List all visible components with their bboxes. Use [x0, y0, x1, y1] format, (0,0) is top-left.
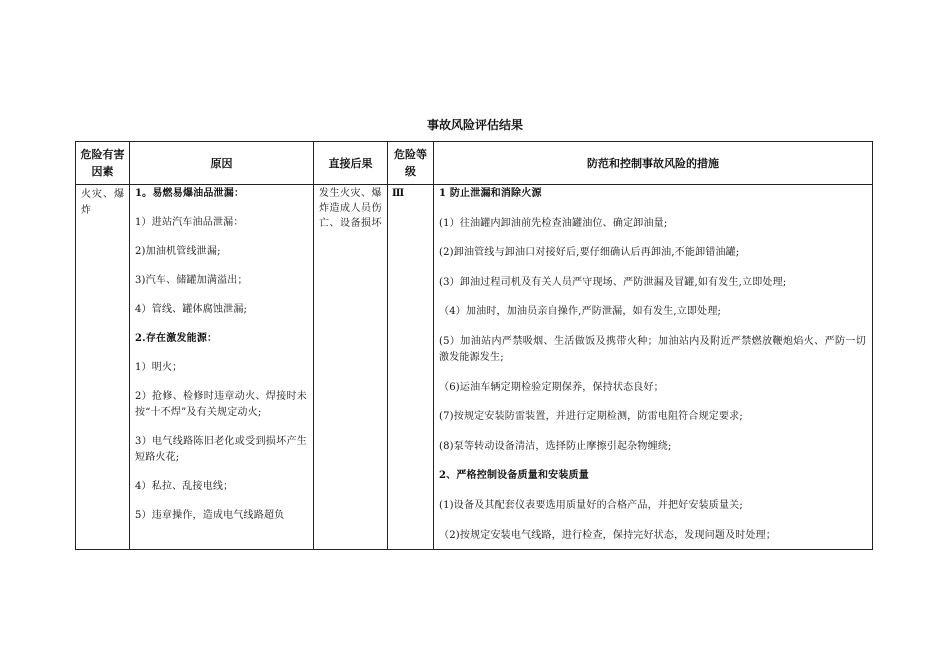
- cause-item: 3）电气线路陈旧老化或受到损坏产生短路火花;: [135, 436, 307, 463]
- cause-list: [130, 185, 313, 549]
- level-text: Ⅲ: [392, 188, 405, 199]
- consequence-text: 发生火灾、爆炸造成人员伤亡、设备损坏: [319, 188, 382, 229]
- cause-item: 4）管线、罐体腐蚀泄漏;: [135, 304, 248, 315]
- hazard-text: 火灾、爆炸: [81, 189, 125, 216]
- table-row: [76, 185, 873, 550]
- measure-item: (5）加油站内严禁吸烟、生活做饭及携带火种；加油站内及附近严禁燃放鞭炮焰火、严防一切激发能源发生;: [439, 335, 866, 363]
- risk-assessment-table: [75, 141, 873, 550]
- measures-cell: [434, 185, 873, 550]
- measure-item: 2、严格控制设备质量和安装质量: [439, 470, 589, 482]
- level-cell: [388, 185, 434, 550]
- cause-item: 1）进站汽车油品泄漏：: [135, 217, 244, 228]
- measure-item: 1 防止泄漏和消除火源: [439, 188, 542, 199]
- cause-item: 2)加油机管线泄漏;: [135, 246, 221, 257]
- measure-item: (7)按规定安装防雷装置，并进行定期检测，防雷电阻符合规定要求;: [439, 411, 743, 423]
- header-cause: 原因: [130, 142, 314, 185]
- measure-item: (1）往油罐内卸油前先检查油罐油位、确定卸油量;: [439, 217, 668, 229]
- header-measures: 防范和控制事故风险的措施: [434, 142, 873, 185]
- hazard-cell: [76, 185, 130, 550]
- header-hazard: 危险有害因素: [76, 142, 130, 185]
- measure-item: (8)泵等转动设备清洁，选择防止摩擦引起杂物缠绕;: [439, 440, 672, 452]
- header-consequence: 直接后果: [314, 142, 388, 185]
- cause-item: 4）私拉、乱接电线；: [135, 481, 234, 492]
- cause-item: 3)汽车、储罐加满溢出；: [135, 275, 248, 286]
- measure-item: （2)按规定安装电气线路，进行检查，保持完好状态，发现问题及时处理；: [439, 529, 777, 541]
- consequence-cell: [314, 185, 388, 550]
- measure-item: (1)设备及其配套仪表要选用质量好的合格产品，并把好安装质量关;: [439, 499, 743, 511]
- measures-list: [434, 185, 872, 549]
- cause-cell: [130, 185, 314, 550]
- cause-item: 1。易燃易爆油品泄漏：: [135, 188, 245, 199]
- document-title: 事故风险评估结果: [426, 118, 523, 132]
- measure-item: (2)卸油管线与卸油口对接好后,要仔细确认后再卸油,不能卸错油罐;: [439, 247, 740, 259]
- measure-item: (3）卸油过程司机及有关人员严守现场、严防泄漏及冒罐,如有发生,立即处理;: [439, 276, 787, 288]
- cause-item: 5）违章操作，造成电气线路超负: [135, 510, 285, 521]
- cause-item: 2）抢修、检修时违章动火、焊接时未按“十不焊”及有关规定动火;: [135, 391, 307, 418]
- cause-item: 1）明火；: [135, 362, 183, 373]
- cause-item: 2.存在激发能源：: [135, 333, 218, 344]
- table-header-row: [76, 142, 873, 185]
- header-level: 危险等级: [388, 142, 434, 185]
- measure-item: （4）加油时，加油员亲自操作,严防泄漏，如有发生,立即处理;: [439, 306, 722, 318]
- measure-item: （6)运油车辆定期检验定期保养，保持状态良好；: [439, 381, 664, 393]
